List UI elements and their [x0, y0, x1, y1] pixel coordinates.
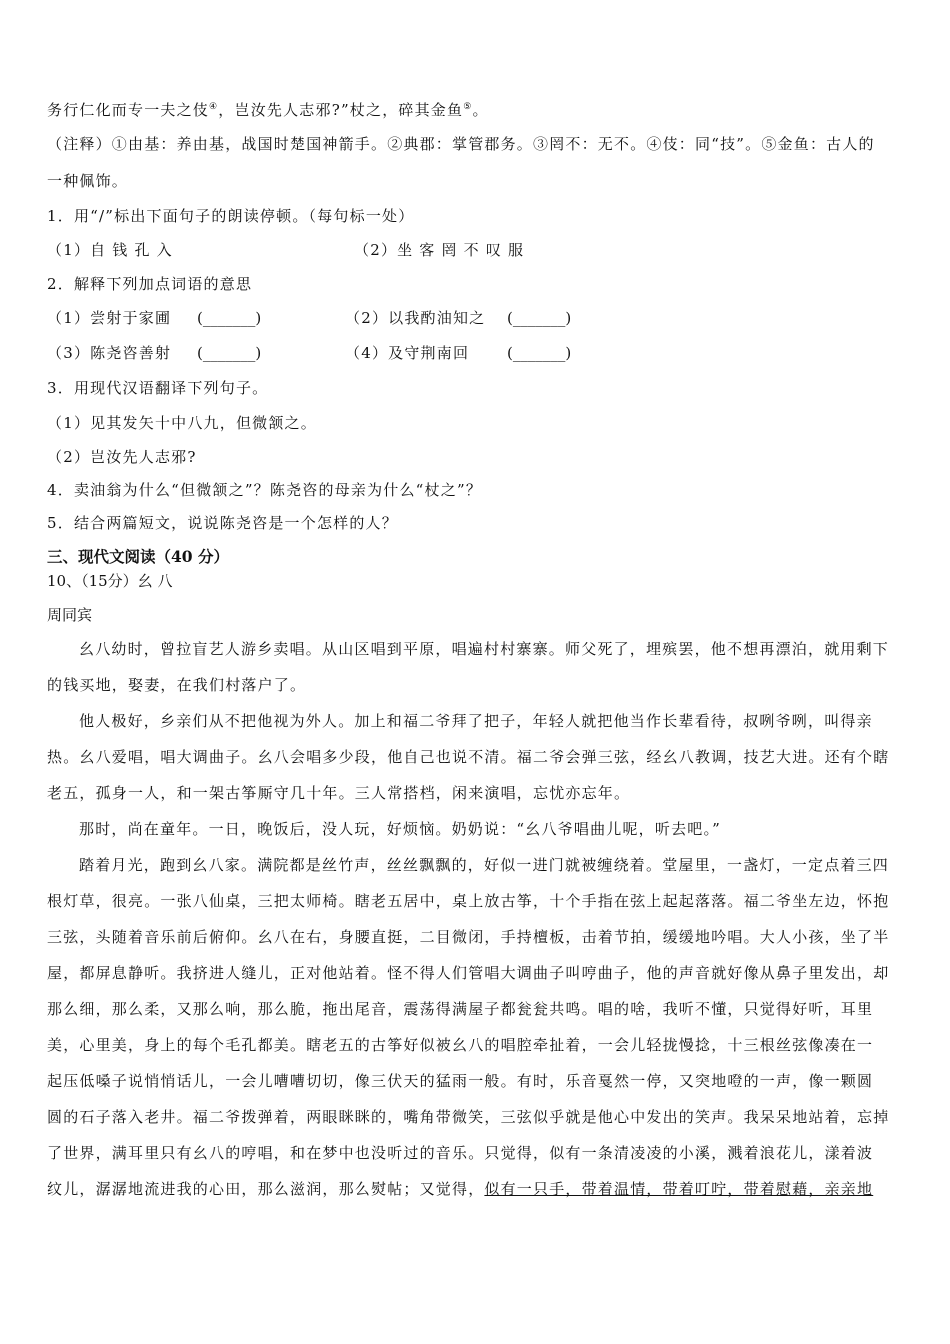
- question-2-item-4: （4）及守荆南回: [345, 344, 470, 362]
- question-2-item-2: （2）以我酌油知之: [345, 309, 486, 327]
- passage-p3-line-1: 那时，尚在童年。一日，晚饭后，没人玩，好烦恼。奶奶说：“幺八爷唱曲儿呢，听去吧。”: [79, 820, 722, 838]
- passage-p4-line-3: 三弦，头随着音乐前后俯仰。幺八在右，身腰直挺，二目微闭，手持檀板，击着节拍，缓缓地吟唱。大人小孩，坐了半: [47, 928, 890, 946]
- top-fragment-text: 务行仁化而专一夫之伎: [47, 101, 210, 119]
- passage-p4-line-10: [47, 1178, 873, 1200]
- footnote-mark-4: ④: [209, 102, 219, 112]
- passage-p2-line-3: 老五，孤身一人，和一架古筝厮守几十年。三人常搭档，闲来演唱，忘忧亦忘年。: [47, 784, 631, 802]
- question-2-blank-4: (_______): [507, 344, 572, 362]
- question-2-item-3: （3）陈尧咨善射: [47, 344, 172, 362]
- passage-p4-line-4: 屋，都屏息静听。我挤进人缝儿，正对他站着。怪不得人们管唱大调曲子叫哼曲子，他的声音就好像从鼻子里发出，却: [47, 964, 890, 982]
- notes-line-2: 一种佩饰。: [47, 172, 129, 190]
- question-5: 5．结合两篇短文，说说陈尧咨是一个怎样的人？: [47, 514, 398, 532]
- question-2-blank-1: (_______): [197, 309, 262, 327]
- top-fragment-end: 。: [472, 101, 489, 119]
- question-3-item-2: （2）岂汝先人志邪?: [47, 448, 197, 466]
- question-4: 4．卖油翁为什么“但微颔之”？陈尧咨的母亲为什么“杖之”？: [47, 481, 483, 499]
- footnote-mark-5: ⑤: [463, 102, 473, 112]
- notes-line-1: （注释）①由基：养由基，战国时楚国神箭手。②典郡：掌管郡务。③罔不：无不。④伎：同“技”。⑤金鱼：古人的: [47, 135, 875, 153]
- passage-p4-line-7: 起压低嗓子说悄悄话儿，一会儿嘈嘈切切，像三伏天的猛雨一般。有时，乐音戛然一停，又突地噔的一声，像一颗圆: [47, 1072, 874, 1090]
- question-2-blank-3: (_______): [197, 344, 262, 362]
- question-1-item-1: （1）自 钱 孔 入: [47, 241, 173, 259]
- passage-p2-line-2: 热。幺八爱唱，唱大调曲子。幺八会唱多少段，他自己也说不清。福二爷会弹三弦，经幺八教调，技艺大进。还有个瞎: [47, 748, 890, 766]
- passage-p1-line-1: 幺八幼时，曾拉盲艺人游乡卖唱。从山区唱到平原，唱遍村村寨寨。师父死了，埋殡罢，他不想再漂泊，就用剩下: [79, 640, 890, 658]
- question-3-item-1: （1）见其发矢十中八九，但微颔之。: [47, 414, 317, 432]
- question-1-item-2: （2）坐 客 罔 不 叹 服: [354, 241, 525, 259]
- passage-p2-line-1: 他人极好，乡亲们从不把他视为外人。加上和福二爷拜了把子，年轻人就把他当作长辈看待，叔咧爷咧，叫得亲: [79, 712, 873, 730]
- passage-p4-line-2: 根灯草，很亮。一张八仙桌，三把太师椅。瞎老五居中，桌上放古筝，十个手指在弦上起起落落。福二爷坐左边，怀抱: [47, 892, 890, 910]
- passage-p4-line-6: 美，心里美，身上的每个毛孔都美。瞎老五的古筝好似被幺八的唱腔牵扯着，一会儿轻拢慢捻，十三根丝弦像凑在一: [47, 1036, 874, 1054]
- question-3-prompt: 3．用现代汉语翻译下列句子。: [47, 379, 269, 397]
- section-3-item-title: 10、（15分）幺 八: [47, 572, 173, 590]
- passage-p4-line-10-text: 纹儿，潺潺地流进我的心田，那么滋润，那么熨帖；又觉得，: [47, 1180, 485, 1198]
- section-3-heading: 三、现代文阅读（40 分）: [47, 547, 229, 566]
- question-2-blank-2: (_______): [507, 309, 572, 327]
- passage-p4-line-1: 踏着月光，跑到幺八家。满院都是丝竹声，丝丝飘飘的，好似一进门就被缠绕着。堂屋里，一盏灯，一定点着三四: [79, 856, 890, 874]
- passage-author: 周同宾: [47, 606, 93, 624]
- top-fragment: [47, 96, 489, 121]
- passage-p4-line-5: 那么细，那么柔，又那么响，那么脆，拖出尾音，震荡得满屋子都瓮瓮共鸣。唱的啥，我听不懂，只觉得好听，耳里: [47, 1000, 874, 1018]
- question-1-prompt: 1．用“/”标出下面句子的朗读停顿。（每句标一处）: [47, 207, 415, 225]
- passage-p4-line-9: 了世界，满耳里只有幺八的哼唱，和在梦中也没听过的音乐。只觉得，似有一条清凌凌的小溪，溅着浪花儿，漾着波: [47, 1144, 874, 1162]
- passage-p1-line-2: 的钱买地，娶妻，在我们村落户了。: [47, 676, 307, 694]
- underlined-sentence: 似有一只手，带着温情，带着叮咛，带着慰藉，亲亲地: [484, 1180, 874, 1198]
- passage-p4-line-8: 圆的石子落入老井。福二爷拨弹着，两眼眯眯的，嘴角带微笑，三弦似乎就是他心中发出的笑声。我呆呆地站着，忘掉: [47, 1108, 890, 1126]
- top-fragment-text2: ，岂汝先人志邪?”杖之，碎其金鱼: [218, 101, 464, 119]
- question-2-item-1: （1）尝射于家圃: [47, 309, 172, 327]
- question-2-prompt: 2．解释下列加点词语的意思: [47, 275, 253, 293]
